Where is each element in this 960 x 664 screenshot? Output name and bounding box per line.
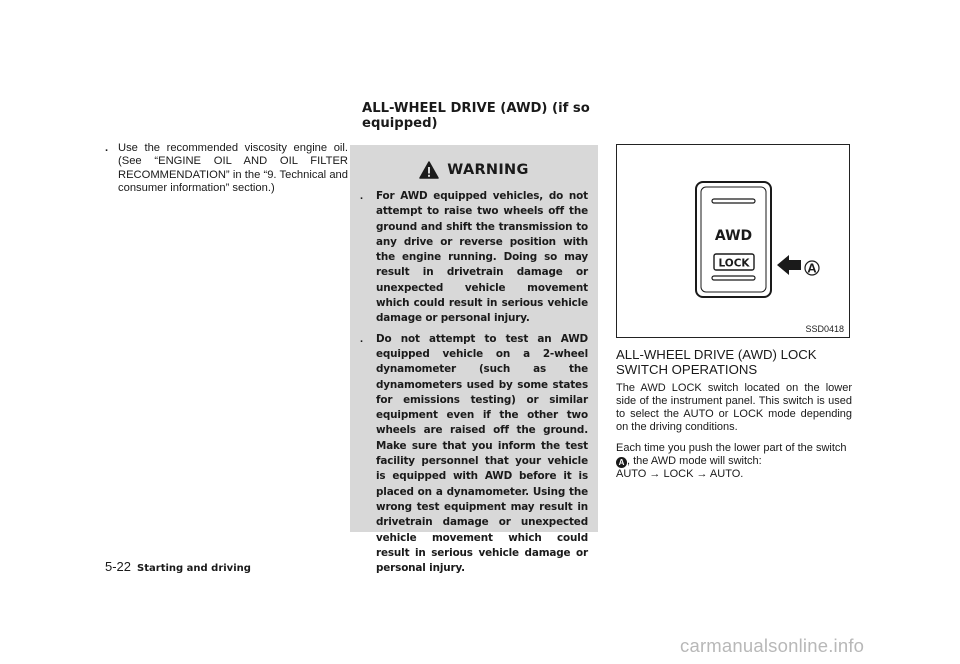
mode-sequence: AUTO → LOCK → AUTO. [616, 467, 744, 480]
bullet: . [105, 142, 109, 154]
awd-label: AWD [714, 228, 753, 244]
figure-code: SSD0418 [805, 324, 844, 334]
warning-item [360, 189, 588, 327]
footer-section-name: Starting and driving [137, 563, 251, 574]
warning-item-text: For AWD equipped vehicles, do not attempt to raise two wheels off the ground and shift the transmission to any drive or reverse position with the engine running. Doing so may result in drivetrain damage or unexpected vehicle movement which could result in serious vehicle damage or personal injury. [376, 190, 588, 325]
page-number: 5-22 [105, 559, 132, 574]
paragraph [616, 442, 852, 481]
left-column [105, 142, 348, 196]
warning-header [360, 155, 588, 185]
paragraph-text: , the AWD mode will switch: [627, 454, 762, 467]
arrow-left-icon [777, 255, 801, 275]
awd-switch-illustration [617, 145, 849, 337]
right-column-text [616, 382, 852, 488]
list-item-text: Use the recommended viscosity engine oil. (See “ENGINE OIL AND OIL FILTER RECOMMENDATION” in the “9. Technical and consumer information” section.) [118, 142, 348, 195]
list-item [105, 142, 348, 196]
awd-switch-figure [616, 144, 850, 338]
lock-label: LOCK [718, 257, 750, 270]
subheading: ALL-WHEEL DRIVE (AWD) LOCK SWITCH OPERATIONS [616, 347, 817, 377]
page-footer [105, 559, 251, 574]
warning-item [360, 332, 588, 577]
warning-box [350, 145, 598, 575]
paragraph-text: Each time you push the lower part of the switch [616, 441, 847, 454]
warning-triangle-icon [419, 161, 439, 179]
paragraph: The AWD LOCK switch located on the lower side of the instrument panel. This switch is used to select the AUTO or LOCK mode depending on the driving conditions. [616, 382, 852, 433]
bullet: . [360, 190, 364, 202]
watermark: carmanualsonline.info [680, 635, 865, 656]
warning-title: WARNING [447, 162, 529, 178]
warning-item-text: Do not attempt to test an AWD equipped vehicle on a 2-wheel dynamometer (such as the dynamometers used by some states for emissions testing) or similar equipment even if the other two wheels are raised off the ground. Make sure that you inform the test facility personnel that your vehicle is equipped with AWD before it is placed on a dynamometer. Using the wrong test equipment may result in drivetrain damage or unexpected vehicle movement which could result in serious vehicle damage or personal injury. [376, 332, 588, 575]
callout-label: A [807, 260, 817, 276]
section-heading: ALL-WHEEL DRIVE (AWD) (if so equipped) [362, 101, 590, 131]
bullet: . [360, 332, 364, 345]
callout-marker: A [616, 457, 627, 468]
